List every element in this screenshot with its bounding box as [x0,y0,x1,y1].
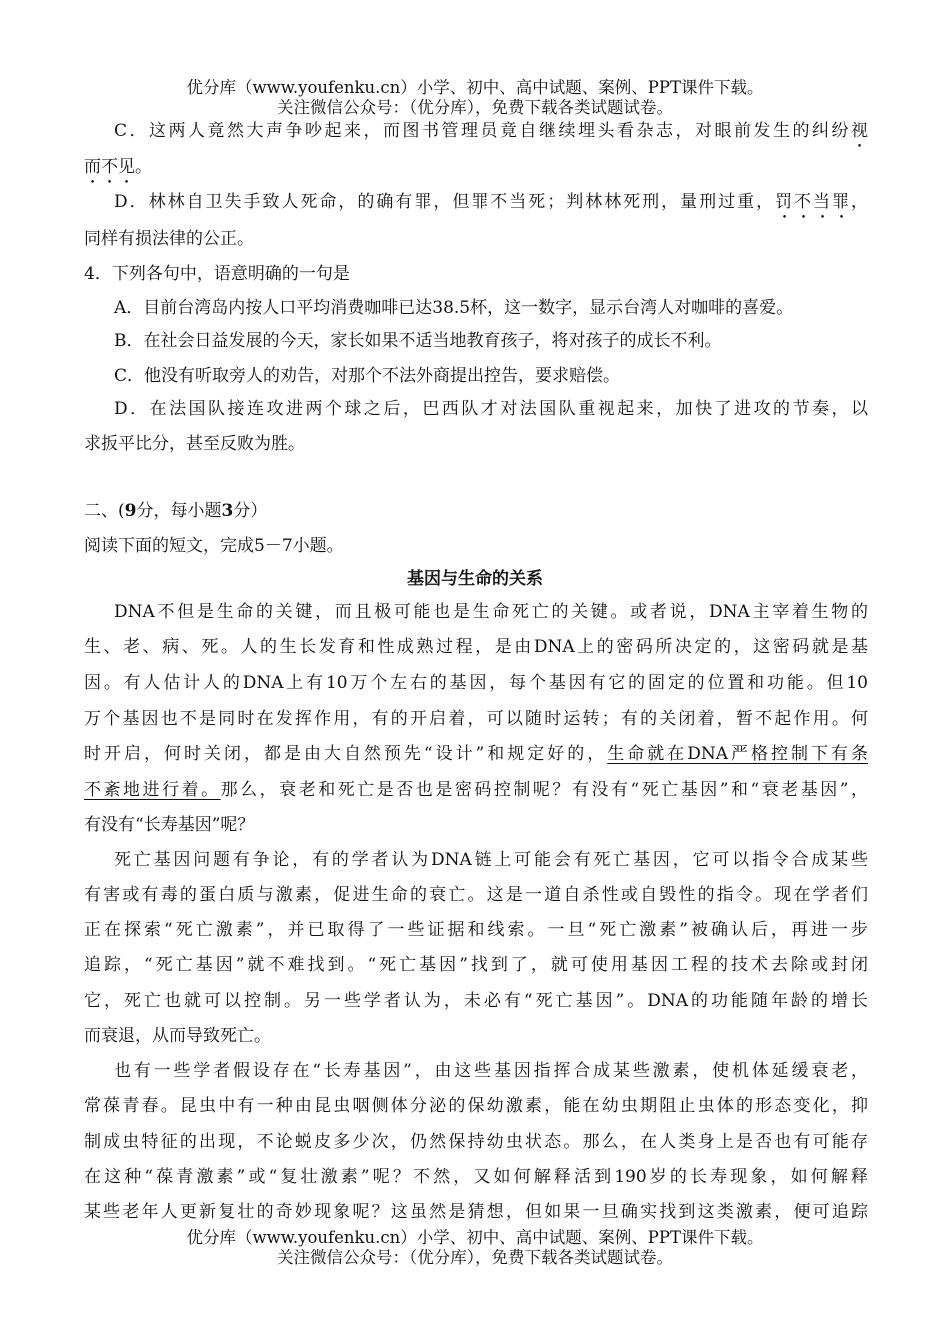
q3-option-d-line-1 [84,191,868,213]
emphasis-char: 当 [813,192,833,212]
footer-line-1: 优分库（www.youfenku.cn）小学、初中、高中试题、案例、PPT课件下载。 [186,1228,764,1247]
emphasis-char: 不 [101,157,118,177]
emphasis-char: 不 [794,192,814,212]
article-p2-line: 死亡基因问题有争论，有的学者认为DNA链上可能会有死亡基因，它可以指令合成某些 [114,850,868,870]
q3-option-c-text: C．这两人竟然大声争吵起来，而图书管理员竟自继续埋头看杂志，对眼前发生的纠纷 [114,121,851,141]
heading-part: 分） [233,501,268,521]
article-p3-line: 在这种“葆青激素”或“复壮激素”呢？不然，又如何解释活到190岁的长寿现象，如何解释 [84,1167,868,1187]
q3-option-d-text: D．林林自卫失手致人死命，的确有罪，但罪不当死；判林林死刑，量刑过重， [114,192,776,212]
article-p3-line: 制成虫特征的出现，不论蜕皮多少次，仍然保持幼虫状态。那么，在人类身上是否也有可能存 [84,1132,868,1152]
footer-line-2: 关注微信公众号：（优分库），免费下载各类试题试卷。 [277,1248,673,1267]
article-text: 那么，衰老和死亡是否也是密码控制呢？有没有“死亡基因”和“衰老基因”， [220,780,868,800]
q3-option-c-line-2 [84,156,868,178]
article-p3-line: 常葆青春。昆虫中有一种由昆虫咽侧体分泌的保幼激素，能在幼虫期阻止虫体的形态变化，抑 [84,1096,868,1116]
q3-option-d-end: ， [851,192,868,212]
article-p2-line: 它，死亡也就可以控制。另一些学者认为，未必有“死亡基因”。DNA的功能随年龄的增长 [84,991,868,1011]
heading-part: 分，每小题 [136,501,222,521]
emphasis-char: 视 [851,121,868,141]
article-p1-line: 因。有人估计人的DNA上有10万个左右的基因，每个基因有它的固定的位置和功能。但10 [84,673,868,693]
q3-option-d-line-2: 同样有损法律的公正。 [84,229,254,249]
header-line-2: 关注微信公众号：（优分库），免费下载各类试题试卷。 [277,98,673,117]
q4-option-d-line-2: 求扳平比分，甚至反败为胜。 [84,434,305,454]
article-p3-line: 某些老年人更新复壮的奇妙现象呢？这虽然是猜想，但如果一旦确实找到这类激素，便可追踪 [84,1202,868,1222]
q4-option-c: C．他没有听取旁人的劝告，对那个不法外商提出控告，要求赔偿。 [114,366,621,386]
page-footer [0,1228,950,1268]
article-p1-line: 万个基因也不是同时在发挥作用，有的开启着，可以随时运转；有的关闭着，暂不起作用。何 [84,709,868,729]
article-p2-line: 而衰退，从而导致死亡。 [84,1026,271,1046]
emphasis-char: 见 [118,157,135,177]
article-title: 基因与生命的关系 [407,569,543,589]
emphasis-char: 罪 [832,192,851,212]
section-2-instruction: 阅读下面的短文，完成5－7小题。 [84,536,344,556]
page-header [0,78,950,118]
q4-stem: 4．下列各句中，语意明确的一句是 [84,264,350,284]
underlined-sentence: 生命就在DNA严格控制下有条 [607,744,868,764]
heading-points: 9 [124,501,137,521]
article-p1-line [84,779,868,801]
article-p2-line: 有害或有毒的蛋白质与激素，促进生命的衰亡。这是一道自杀性或自毁性的指令。现在学者们 [84,885,868,905]
article-p1-line: 生、老、病、死。人的生长发育和性成熟过程，是由DNA上的密码所决定的，这密码就是基 [84,637,868,657]
heading-part: 二、( [84,501,125,521]
heading-each-points: 3 [221,501,234,521]
article-p1-line: 有没有“长寿基因”呢？ [84,815,255,835]
q4-option-a: A．目前台湾岛内按人口平均消费咖啡已达38.5杯，这一数字，显示台湾人对咖啡的喜爱。 [114,298,794,318]
article-p3-line: 也有一些学者假设存在“长寿基因”，由这些基因指挥合成某些激素，使机体延缓衰老， [114,1061,868,1081]
underlined-sentence: 不紊地进行着。 [84,780,221,800]
q3-option-c-end: 。 [135,157,152,177]
header-line-1: 优分库（www.youfenku.cn）小学、初中、高中试题、案例、PPT课件下载。 [186,78,764,97]
q4-option-d-line-1: D．在法国队接连攻进两个球之后，巴西队才对法国队重视起来，加快了进攻的节奏，以 [114,399,868,419]
article-p1-line [84,743,868,765]
article-text: 时开启，何时关闭，都是由大自然预先“设计”和规定好的， [84,744,608,764]
emphasis-char: 而 [84,157,101,177]
q4-option-b: B．在社会日益发展的今天，家长如果不适当地教育孩子，将对孩子的成长不利。 [114,331,722,351]
q3-option-c-line-1 [84,120,868,142]
article-p2-line: 正在探索“死亡激素”，并已取得了一些证据和线索。一旦“死亡激素”被确认后，再进一步 [84,920,868,940]
article-p2-line: 追踪，“死亡基因”就不难找到。“死亡基因”找到了，就可使用基因工程的技术去除或封闭 [84,955,868,975]
emphasis-char: 罚 [775,192,795,212]
section-2-heading [84,500,868,522]
article-p1-line: DNA不但是生命的关键，而且极可能也是生命死亡的关键。或者说，DNA主宰着生物的 [114,602,868,622]
